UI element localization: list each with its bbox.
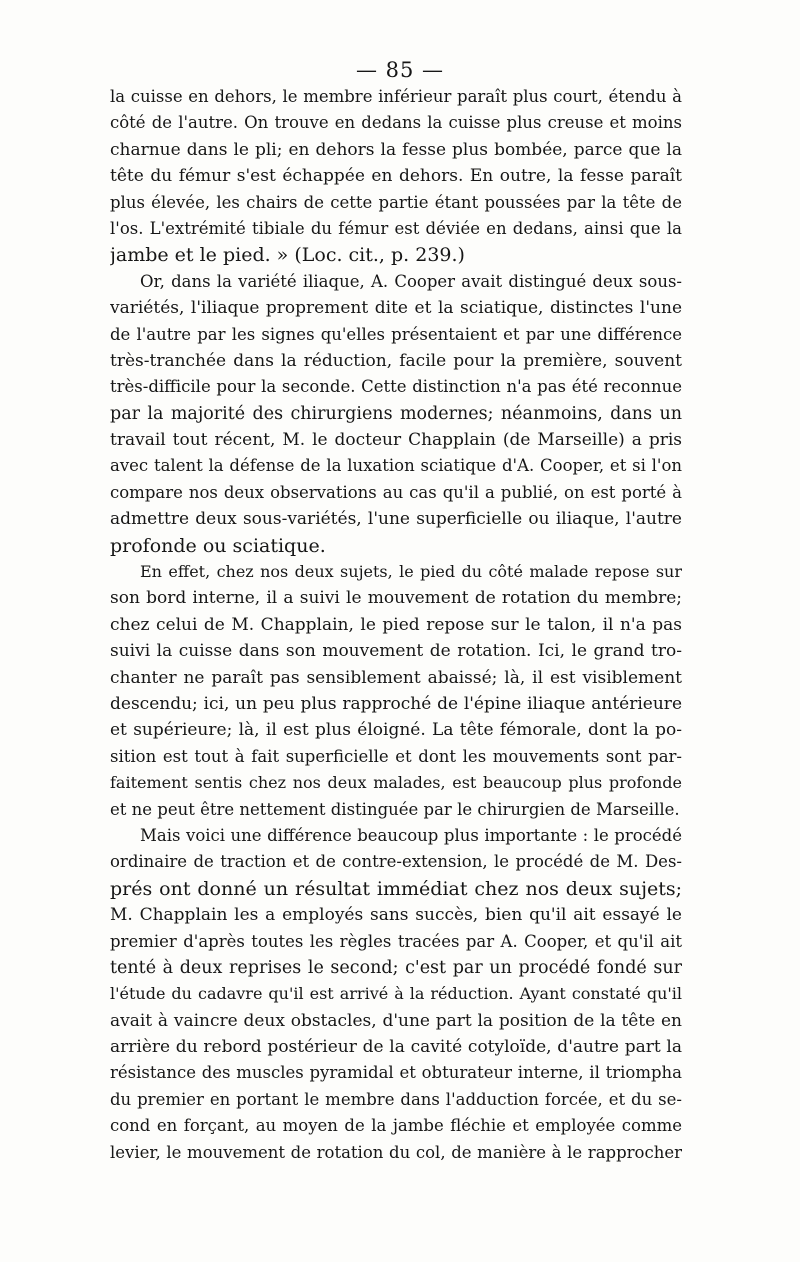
text-line: de l'autre par les signes qu'elles présentaient et par une différence [110, 324, 682, 344]
text-line: chez celui de M. Chapplain, le pied repose sur le talon, il n'a pas [110, 614, 682, 635]
text-line: avait à vaincre deux obstacles, d'une part la position de la tête en [110, 1010, 682, 1031]
paragraph-start-line: Mais voici une différence beaucoup plus importante : le procédé [140, 825, 682, 845]
text-line: la cuisse en dehors, le membre inférieur paraît plus court, étendu à [110, 87, 682, 106]
text-line: faitement sentis chez nos deux malades, est beaucoup plus profonde [110, 773, 682, 793]
text-line: ordinaire de traction et de contre-extension, le procédé de M. Des- [110, 852, 682, 872]
text-line: l'étude du cadavre qu'il est arrivé à la réduction. Ayant constaté qu'il [110, 984, 682, 1004]
text-line: descendu; ici, un peu plus rapproché de l'épine iliaque antérieure [110, 693, 682, 714]
text-line: sition est tout à fait superficielle et dont les mouvements sont par- [110, 746, 682, 766]
text-line: variétés, l'iliaque proprement dite et la sciatique, distinctes l'une [110, 298, 682, 319]
text-line: tête du fémur s'est échappée en dehors. En outre, la fesse paraît [110, 166, 682, 187]
text-line: et supérieure; là, il est plus éloigné. La tête fémorale, dont la po- [110, 720, 682, 741]
text-line: résistance des muscles pyramidal et obturateur interne, il triompha [110, 1063, 682, 1083]
text-line: prés ont donné un résultat immédiat chez nos deux sujets; [110, 877, 682, 900]
text-line: jambe et le pied. » (Loc. cit., p. 239.) [110, 244, 465, 267]
text-line: chanter ne paraît pas sensiblement abaissé; là, il est visiblement [110, 667, 682, 688]
text-line: très-tranchée dans la réduction, facile pour la première, souvent [110, 350, 682, 371]
text-line: par la majorité des chirurgiens modernes; néanmoins, dans un [110, 403, 682, 424]
paragraph-start-line: En effet, chez nos deux sujets, le pied du côté malade repose sur [140, 562, 682, 582]
text-line: son bord interne, il a suivi le mouvement de rotation du membre; [110, 588, 682, 609]
text-line: plus élevée, les chairs de cette partie étant poussées par la tête de [110, 192, 682, 212]
page-number: — 85 — [355, 58, 445, 82]
text-line: M. Chapplain les a employés sans succès, bien qu'il ait essayé le [110, 905, 682, 926]
text-line: et ne peut être nettement distinguée par le chirurgien de Marseille. [110, 799, 680, 819]
text-line: travail tout récent, M. le docteur Chapplain (de Marseille) a pris [110, 430, 682, 451]
text-line: levier, le mouvement de rotation du col, de manière à le rapprocher [110, 1142, 682, 1162]
text-line: du premier en portant le membre dans l'adduction forcée, et du se- [110, 1089, 682, 1109]
text-line: suivi la cuisse dans son mouvement de rotation. Ici, le grand tro- [110, 641, 682, 662]
text-line: profonde ou sciatique. [110, 534, 326, 557]
text-line: l'os. L'extrémité tibiale du fémur est déviée en dedans, ainsi que la [110, 218, 682, 238]
text-line: arrière du rebord postérieur de la cavité cotyloïde, d'autre part la [110, 1037, 682, 1058]
text-line: charnue dans le pli; en dehors la fesse plus bombée, parce que la [110, 139, 682, 160]
paragraph-start-line: Or, dans la variété iliaque, A. Cooper avait distingué deux sous- [140, 271, 682, 291]
text-line: admettre deux sous-variétés, l'une superficielle ou iliaque, l'autre [110, 509, 682, 530]
body-text [110, 84, 682, 1166]
text-line: tenté à deux reprises le second; c'est par un procédé fondé sur [110, 957, 682, 978]
text-line: avec talent la défense de la luxation sciatique d'A. Cooper, et si l'on [110, 456, 682, 476]
text-line: cond en forçant, au moyen de la jambe fléchie et employée comme [110, 1116, 682, 1136]
text-line: compare nos deux observations au cas qu'il a publié, on est porté à [110, 482, 682, 502]
text-line: très-difficile pour la seconde. Cette distinction n'a pas été reconnue [110, 377, 682, 397]
text-line: premier d'après toutes les règles tracées par A. Cooper, et qu'il ait [110, 931, 682, 951]
text-line: côté de l'autre. On trouve en dedans la cuisse plus creuse et moins [110, 113, 682, 133]
